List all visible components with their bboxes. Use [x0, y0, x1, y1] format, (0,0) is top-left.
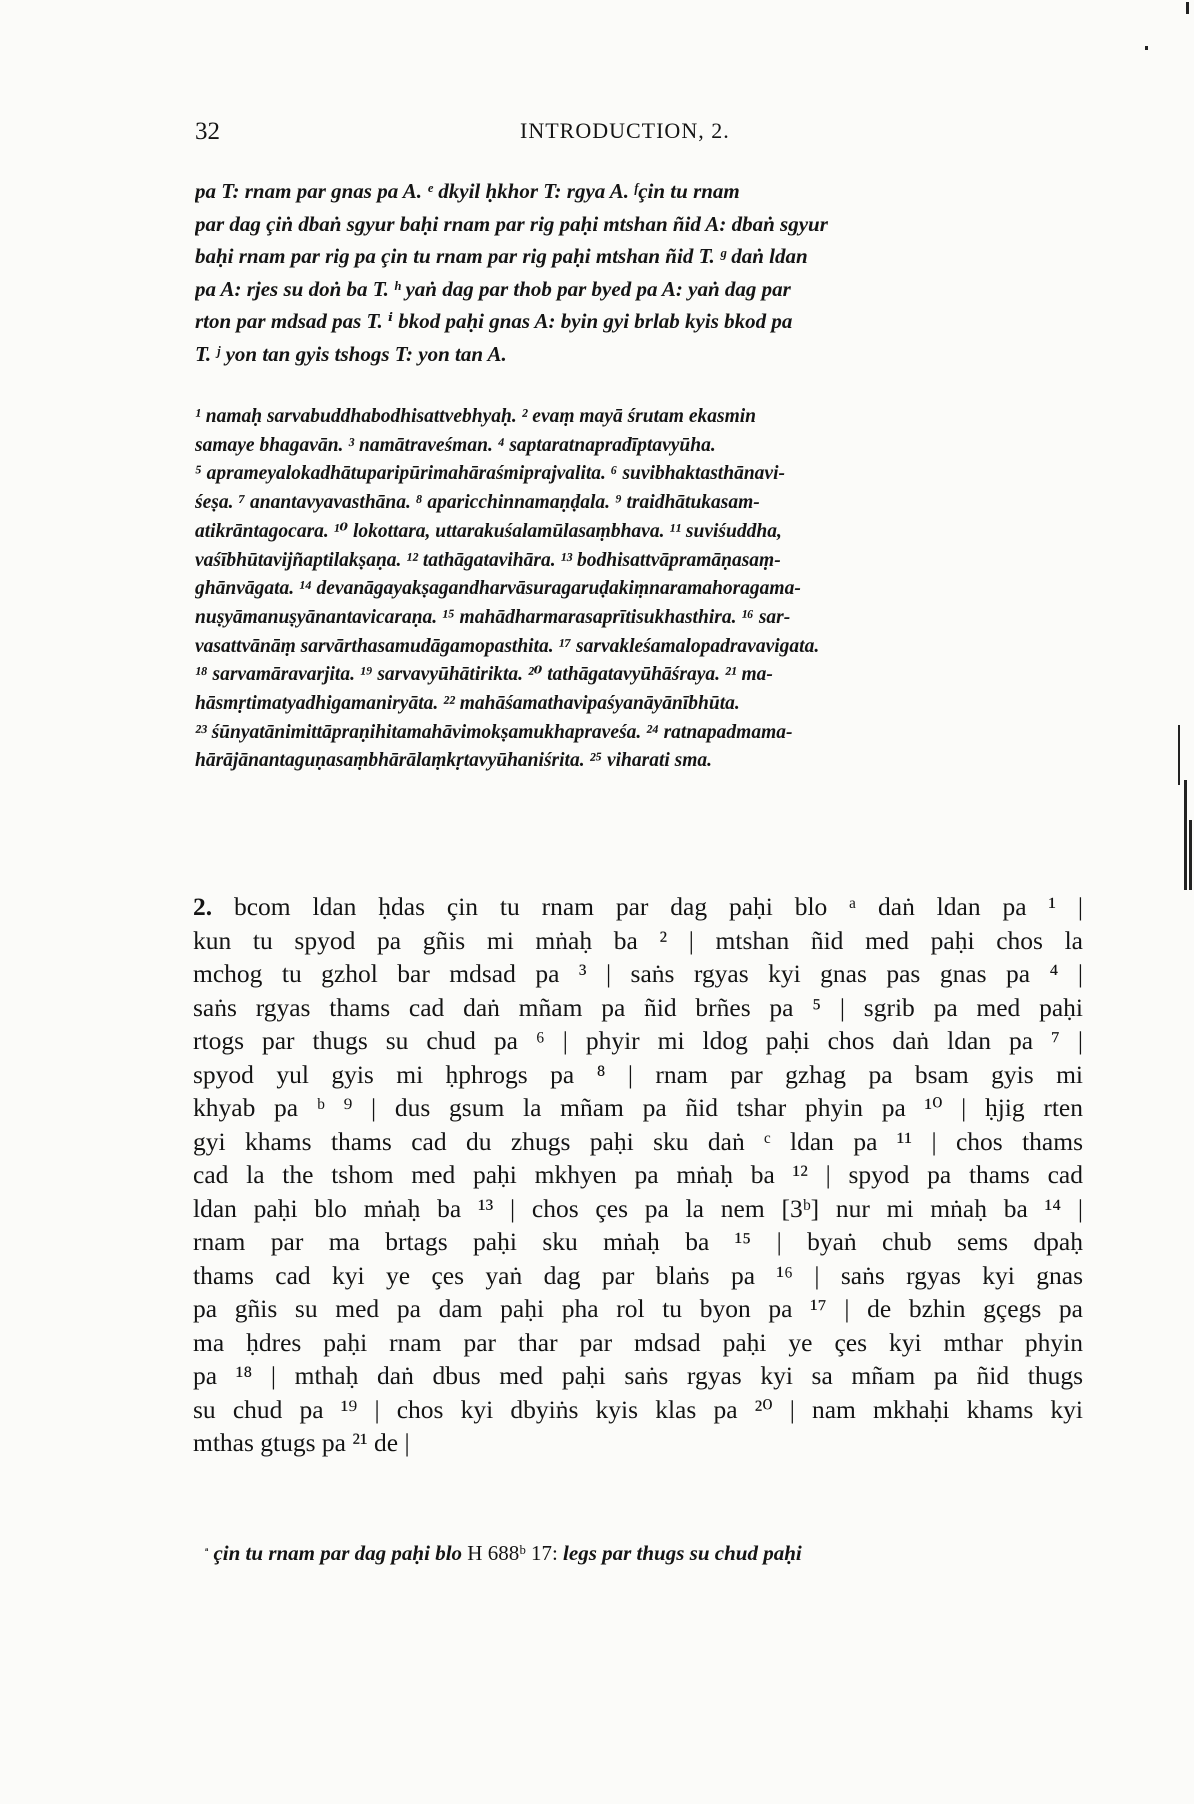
sanskrit-note-line: atikrāntagocara. ¹⁰ lokottara, uttarakuśalamūlasaṃbhava. ¹¹ suviśuddha, — [195, 520, 782, 542]
sanskrit-note-line: ¹⁸ sarvamāravarjita. ¹⁹ sarvavyūhātirikta. ²⁰ tathāgatavyūhāśraya. ²¹ ma- — [195, 664, 773, 686]
scan-mark — [1186, 2, 1189, 14]
sanskrit-note-line: ⁵ aprameyalokadhātuparipūrimahāraśmiprajvalita. ⁶ suvibhaktasthānavi- — [195, 463, 785, 485]
sanskrit-note-line: hārājānantaguṇasaṃbhārālaṃkṛtavyūhaniśrita. ²⁵ viharati sma. — [195, 750, 713, 772]
body-line: spyod yul gyis mi ḥphrogs pa ⁸ | rnam par gzhag pa bsam gyis mi — [193, 1059, 1083, 1089]
footnote-tibetan-b: legs par thugs su chud paḥi — [563, 1541, 802, 1565]
body-line-first — [193, 890, 1083, 924]
sanskrit-note-line: vasattvānāṃ sarvārthasamudāgamopasthita. ¹⁷ sarvakleśamalopadravavigata. — [195, 635, 820, 657]
variant-note-line: pa A: rjes su doṅ ba T. ʰ yaṅ dag par thob par byed pa A: yaṅ dag par — [195, 276, 791, 301]
scan-mark — [1178, 725, 1180, 785]
body-line: gyi khams thams cad du zhugs paḥi sku daṅ ᶜ ldan pa ¹¹ | chos thams — [193, 1126, 1083, 1156]
variant-note-line: pa T: rnam par gnas pa A. ᵉ dkyil ḥkhor T: rgya A. ᶠçin tu rnam — [195, 179, 740, 203]
sanskrit-note-line: samaye bhagavān. ³ namātraveśman. ⁴ saptaratnapradīptavyūha. — [195, 434, 716, 456]
scan-mark — [1145, 46, 1148, 50]
sanskrit-note-line: hāsmṛtimatyadhigamaniryāta. ²² mahāśamathavipaśyanāyānībhūta. — [195, 693, 740, 715]
sanskrit-note-line: ghānvāgata. ¹⁴ devanāgayakṣagandharvāsuragaruḍakiṃnaramahoragama- — [195, 578, 801, 600]
variant-notes — [195, 175, 1085, 370]
body-line: mchog tu gzhol bar mdsad pa ³ | saṅs rgyas kyi gnas pas gnas pa ⁴ | — [193, 959, 1083, 988]
body-line: cad la the tshom med paḥi mkhyen pa mṅaḥ ba ¹² | spyod pa thams cad — [193, 1160, 1083, 1189]
body-line: khyab pa ᵇ ⁹ | dus gsum la mñam pa ñid tshar phyin pa ¹⁰ | ḥjig rten — [193, 1093, 1083, 1122]
sanskrit-note-line: ²³ śūnyatānimittāpraṇihitamahāvimokṣamukhapraveśa. ²⁴ ratnapadmama- — [195, 721, 793, 743]
body-line: mthas gtugs pa ²¹ de | — [193, 1428, 410, 1457]
body-line: pa ¹⁸ | mthaḥ daṅ dbus med paḥi saṅs rgyas kyi sa mñam pa ñid thugs — [193, 1361, 1083, 1390]
body-line: pa gñis su med pa dam paḥi pha rol tu byon pa ¹⁷ | de bzhin gçegs pa — [193, 1294, 1083, 1323]
footnote-siglum: H 688ᵇ 17: — [467, 1541, 558, 1565]
sanskrit-note-line: nuṣyāmanuṣyānantavicaraṇa. ¹⁵ mahādharmarasaprītisukhasthira. ¹⁶ sar- — [195, 606, 791, 628]
running-title: INTRODUCTION, 2. — [520, 118, 730, 143]
sanskrit-note-line: vaśībhūtavijñaptilakṣaṇa. ¹² tathāgatavihāra. ¹³ bodhisattvāpramāṇasaṃ- — [195, 549, 781, 571]
body-line: rnam par ma brtags paḥi sku mṅaḥ ba ¹⁵ | byaṅ chub sems dpaḥ — [193, 1227, 1083, 1256]
variant-note-line: par dag çiṅ dbaṅ sgyur baḥi rnam par rig paḥi mtshan ñid A: dbaṅ sgyur — [195, 211, 828, 236]
body-line: bcom ldan ḥdas çin tu rnam par dag paḥi blo ᵃ daṅ ldan pa ¹ | — [212, 892, 1083, 921]
body-line: ma ḥdres paḥi rnam par thar par mdsad paḥi ye çes kyi mthar phyin — [193, 1327, 1083, 1357]
sanskrit-note-line: śeṣa. ⁷ anantavyavasthāna. ⁸ aparicchinnamaṇḍala. ⁹ traidhātukasam- — [195, 492, 760, 514]
body-line: saṅs rgyas thams cad daṅ mñam pa ñid brñes pa ⁵ | sgrib pa med paḥi — [193, 992, 1083, 1022]
footnote — [205, 1538, 1085, 1568]
variant-note-line: baḥi rnam par rig pa çin tu rnam par rig paḥi mtshan ñid T. ᵍ daṅ ldan — [195, 244, 808, 268]
body-line: rtogs par thugs su chud pa ⁶ | phyir mi ldog paḥi chos daṅ ldan pa ⁷ | — [193, 1026, 1083, 1055]
scan-mark — [1184, 780, 1187, 890]
section-number: 2. — [193, 892, 213, 921]
body-line: ldan paḥi blo mṅaḥ ba ¹³ | chos çes pa la nem [3ᵇ] nur mi mṅaḥ ba ¹⁴ | — [193, 1193, 1083, 1223]
footnote-tibetan-a: çin tu rnam par dag paḥi blo — [213, 1541, 463, 1565]
body-line: thams cad kyi ye çes yaṅ dag par blaṅs pa ¹⁶ | saṅs rgyas kyi gnas — [193, 1260, 1083, 1290]
sanskrit-note-line: ¹ namaḥ sarvabuddhabodhisattvebhyaḥ. ² evaṃ mayā śrutam ekasmin — [195, 406, 756, 427]
variant-note-line: rton par mdsad pas T. ⁱ bkod paḥi gnas A: byin gyi brlab kyis bkod pa — [195, 309, 793, 333]
body-line: su chud pa ¹⁹ | chos kyi dbyiṅs kyis klas pa ²⁰ | nam mkhaḥi khams kyi — [193, 1394, 1083, 1424]
page-number: 32 — [195, 118, 220, 145]
variant-note-line: T. ʲ yon tan gyis tshogs T: yon tan A. — [195, 341, 507, 366]
scan-mark — [1189, 820, 1192, 890]
sanskrit-notes — [195, 403, 1085, 776]
body-line: kun tu spyod pa gñis mi mṅaḥ ba ² | mtshan ñid med paḥi chos la — [193, 925, 1083, 955]
footnote-marker: ᵃ — [205, 1545, 209, 1557]
footnote-line — [205, 1538, 1085, 1568]
section-2-text — [193, 890, 1083, 1460]
